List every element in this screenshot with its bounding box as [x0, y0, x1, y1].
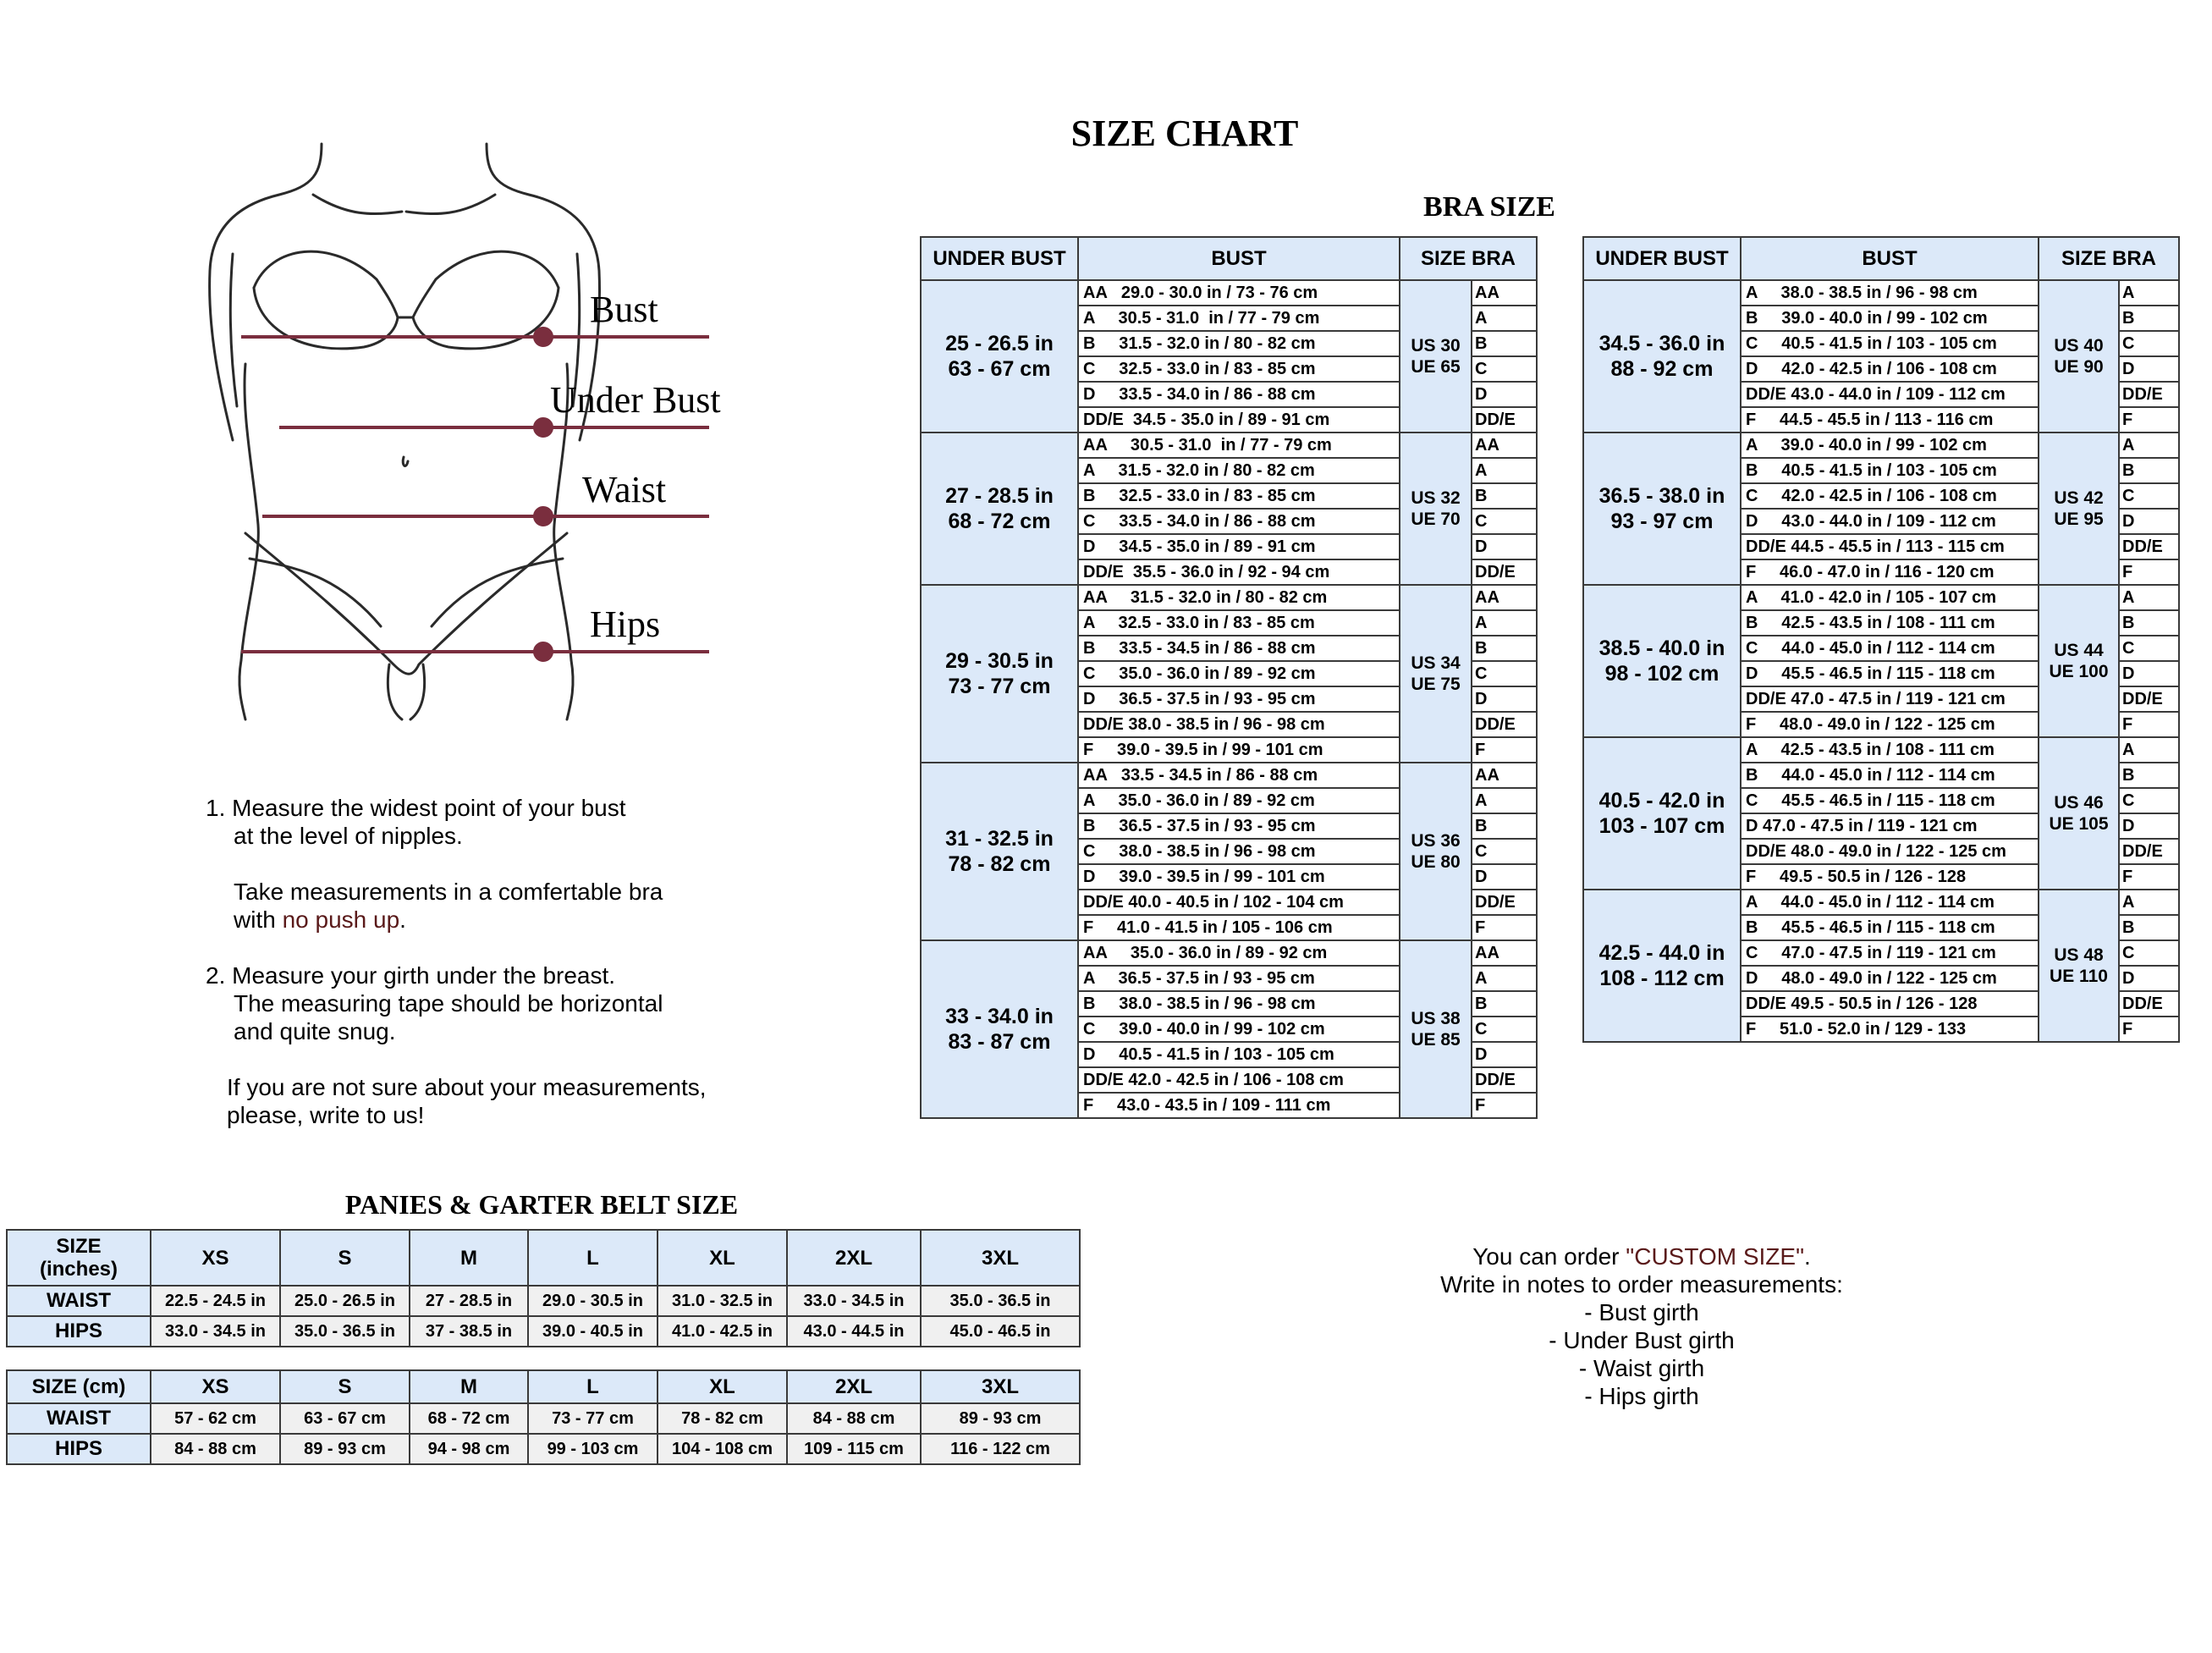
cup-cell: A [1472, 458, 1537, 483]
custom-size-line-1 [1371, 1243, 1912, 1270]
bust-cell: DD/E 44.5 - 45.5 in / 113 - 115 cm [1741, 534, 2039, 559]
bust-cell: C 32.5 - 33.0 in / 83 - 85 cm [1078, 356, 1400, 382]
header-size-bra: SIZE BRA [1400, 237, 1537, 280]
custom-item: - Bust girth [1584, 1299, 1699, 1325]
cup-cell: C [2119, 940, 2179, 966]
garter-size-table-inches [6, 1229, 1081, 1347]
cup-cell: C [1472, 661, 1537, 686]
measure-value: 73 - 77 cm [528, 1403, 658, 1434]
size-ue: UE 85 [1411, 1030, 1461, 1050]
under-bust-cm: 103 - 107 cm [1598, 814, 1725, 838]
cup-cell: C [1472, 1017, 1537, 1042]
bust-cell: AA 30.5 - 31.0 in / 77 - 79 cm [1078, 433, 1400, 458]
cup-cell: F [2119, 1017, 2179, 1042]
under-bust-cm: 83 - 87 cm [948, 1030, 1051, 1054]
cup-cell: C [1472, 839, 1537, 864]
garter-size-heading: PANIES & GARTER BELT SIZE [344, 1189, 739, 1220]
size-cell [1400, 763, 1472, 940]
under-bust-cell [921, 433, 1078, 585]
measure-instructions [206, 794, 707, 1129]
measure-value: 89 - 93 cm [921, 1403, 1080, 1434]
measure-label: HIPS [7, 1434, 151, 1464]
size-ue: UE 65 [1411, 357, 1461, 377]
measure-value: 63 - 67 cm [280, 1403, 410, 1434]
size-header: 2XL [787, 1370, 921, 1403]
under-bust-cell [921, 585, 1078, 763]
custom-size-note [1371, 1243, 1912, 1410]
measure-value: 33.0 - 34.5 in [151, 1316, 280, 1347]
size-unit-header: SIZE (inches) [7, 1230, 151, 1286]
under-bust-cell [921, 763, 1078, 940]
size-header: XS [151, 1370, 280, 1403]
cup-cell: F [2119, 864, 2179, 890]
bust-cell: AA 31.5 - 32.0 in / 80 - 82 cm [1078, 585, 1400, 610]
header-bust: BUST [1741, 237, 2039, 280]
cup-cell: B [1472, 813, 1537, 839]
size-cell [2039, 737, 2119, 890]
bust-cell: A 30.5 - 31.0 in / 77 - 79 cm [1078, 306, 1400, 331]
under-bust-cell [1583, 737, 1741, 890]
bust-cell: F 43.0 - 43.5 in / 109 - 111 cm [1078, 1093, 1400, 1118]
bust-cell: DD/E 34.5 - 35.0 in / 89 - 91 cm [1078, 407, 1400, 433]
bust-cell: DD/E 38.0 - 38.5 in / 96 - 98 cm [1078, 712, 1400, 737]
cup-cell: A [2119, 890, 2179, 915]
cup-cell: F [1472, 915, 1537, 940]
cup-cell: AA [1472, 433, 1537, 458]
bust-cell: AA 33.5 - 34.5 in / 86 - 88 cm [1078, 763, 1400, 788]
under-bust-inches: 34.5 - 36.0 in [1598, 332, 1725, 355]
size-us: US 34 [1411, 653, 1461, 673]
bust-cell: F 39.0 - 39.5 in / 99 - 101 cm [1078, 737, 1400, 763]
custom-item: - Under Bust girth [1549, 1327, 1735, 1353]
cup-cell: F [2119, 712, 2179, 737]
custom-prefix: You can order [1472, 1243, 1626, 1270]
cup-cell: DD/E [1472, 712, 1537, 737]
under-bust-inches: 38.5 - 40.0 in [1598, 636, 1725, 660]
cup-cell: AA [1472, 585, 1537, 610]
bust-cell: D 48.0 - 49.0 in / 122 - 125 cm [1741, 966, 2039, 991]
under-bust-cm: 78 - 82 cm [948, 852, 1051, 876]
under-bust-cell [921, 280, 1078, 433]
cup-cell: D [2119, 966, 2179, 991]
size-cell [1400, 433, 1472, 585]
bra-row [1583, 280, 2179, 306]
bust-cell: D 42.0 - 42.5 in / 106 - 108 cm [1741, 356, 2039, 382]
cup-cell: DD/E [1472, 407, 1537, 433]
custom-item: - Waist girth [1578, 1355, 1705, 1381]
measure-value: 35.0 - 36.5 in [280, 1316, 410, 1347]
size-ue: UE 110 [2050, 967, 2108, 986]
bust-cell: F 51.0 - 52.0 in / 129 - 133 [1741, 1017, 2039, 1042]
bra-size-table-left [920, 236, 1538, 1119]
measure-value: 22.5 - 24.5 in [151, 1286, 280, 1316]
bust-cell: B 40.5 - 41.5 in / 103 - 105 cm [1741, 458, 2039, 483]
under-bust-inches: 42.5 - 44.0 in [1598, 941, 1725, 965]
bust-cell: A 44.0 - 45.0 in / 112 - 114 cm [1741, 890, 2039, 915]
size-ue: UE 95 [2054, 510, 2104, 529]
bust-cell: A 31.5 - 32.0 in / 80 - 82 cm [1078, 458, 1400, 483]
under-bust-cm: 88 - 92 cm [1610, 357, 1714, 381]
under-bust-inches: 29 - 30.5 in [945, 649, 1054, 673]
instruction-1-line-4 [206, 906, 707, 934]
bust-cell: D 43.0 - 44.0 in / 109 - 112 cm [1741, 509, 2039, 534]
size-cell [2039, 585, 2119, 737]
cup-cell: B [2119, 458, 2179, 483]
bust-cell: A 35.0 - 36.0 in / 89 - 92 cm [1078, 788, 1400, 813]
cup-cell: D [1472, 1042, 1537, 1067]
garter-row [7, 1286, 1080, 1316]
measure-value: 84 - 88 cm [787, 1403, 921, 1434]
size-ue: UE 105 [2049, 814, 2109, 834]
measure-value: 27 - 28.5 in [410, 1286, 528, 1316]
cup-cell: AA [1472, 940, 1537, 966]
custom-size-highlight: "CUSTOM SIZE" [1626, 1243, 1805, 1270]
bust-cell: DD/E 47.0 - 47.5 in / 119 - 121 cm [1741, 686, 2039, 712]
bust-cell: DD/E 48.0 - 49.0 in / 122 - 125 cm [1741, 839, 2039, 864]
cup-cell: D [1472, 382, 1537, 407]
under-bust-inches: 36.5 - 38.0 in [1598, 484, 1725, 508]
bust-cell: F 46.0 - 47.0 in / 116 - 120 cm [1741, 559, 2039, 585]
size-header: M [410, 1230, 528, 1286]
size-us: US 40 [2054, 336, 2104, 355]
size-header: XS [151, 1230, 280, 1286]
no-push-up-highlight: no push up [282, 906, 400, 933]
cup-cell: B [1472, 483, 1537, 509]
measure-value: 68 - 72 cm [410, 1403, 528, 1434]
instruction-2-line-1: 2. Measure your girth under the breast. [206, 962, 616, 989]
cup-cell: F [1472, 1093, 1537, 1118]
bust-cell: C 39.0 - 40.0 in / 99 - 102 cm [1078, 1017, 1400, 1042]
cup-cell: DD/E [1472, 559, 1537, 585]
bust-cell: B 39.0 - 40.0 in / 99 - 102 cm [1741, 306, 2039, 331]
measure-value: 78 - 82 cm [658, 1403, 787, 1434]
bust-cell: D 40.5 - 41.5 in / 103 - 105 cm [1078, 1042, 1400, 1067]
cup-cell: D [1472, 686, 1537, 712]
bust-cell: B 45.5 - 46.5 in / 115 - 118 cm [1741, 915, 2039, 940]
label-waist: Waist [582, 469, 667, 510]
cup-cell: A [1472, 306, 1537, 331]
under-bust-cell [1583, 890, 1741, 1042]
bra-size-table-right [1582, 236, 2180, 1043]
cup-cell: A [2119, 737, 2179, 763]
cup-cell: C [1472, 356, 1537, 382]
measure-label: WAIST [7, 1403, 151, 1434]
garter-header-row [7, 1230, 1080, 1286]
cup-cell: DD/E [2119, 839, 2179, 864]
header-under-bust: UNDER BUST [1583, 237, 1741, 280]
size-us: US 46 [2054, 793, 2104, 813]
label-under-bust: Under Bust [550, 379, 721, 421]
bust-cell: AA 35.0 - 36.0 in / 89 - 92 cm [1078, 940, 1400, 966]
bust-cell: D 47.0 - 47.5 in / 119 - 121 cm [1741, 813, 2039, 839]
bust-cell: A 36.5 - 37.5 in / 93 - 95 cm [1078, 966, 1400, 991]
bust-cell: A 41.0 - 42.0 in / 105 - 107 cm [1741, 585, 2039, 610]
size-us: US 44 [2054, 641, 2104, 660]
size-cell [1400, 940, 1472, 1118]
cup-cell: DD/E [2119, 382, 2179, 407]
under-bust-inches: 33 - 34.0 in [945, 1005, 1054, 1028]
measure-value: 37 - 38.5 in [410, 1316, 528, 1347]
size-ue: UE 100 [2049, 662, 2109, 681]
under-bust-cell [1583, 433, 1741, 585]
garter-header-row [7, 1370, 1080, 1403]
header-size-bra: SIZE BRA [2039, 237, 2179, 280]
cup-cell: A [2119, 433, 2179, 458]
size-cell [2039, 433, 2119, 585]
cup-cell: A [2119, 280, 2179, 306]
bust-cell: D 45.5 - 46.5 in / 115 - 118 cm [1741, 661, 2039, 686]
measure-value: 29.0 - 30.5 in [528, 1286, 658, 1316]
size-cell [1400, 280, 1472, 433]
size-us: US 32 [1411, 488, 1461, 508]
cup-cell: DD/E [1472, 1067, 1537, 1093]
size-us: US 36 [1411, 831, 1461, 851]
bra-row [1583, 433, 2179, 458]
bust-cell: B 36.5 - 37.5 in / 93 - 95 cm [1078, 813, 1400, 839]
under-bust-cell [1583, 585, 1741, 737]
bust-cell: C 40.5 - 41.5 in / 103 - 105 cm [1741, 331, 2039, 356]
garter-size-table-cm [6, 1369, 1081, 1465]
custom-suffix: . [1804, 1243, 1811, 1270]
size-us: US 30 [1411, 336, 1461, 355]
size-header: 2XL [787, 1230, 921, 1286]
bust-cell: D 34.5 - 35.0 in / 89 - 91 cm [1078, 534, 1400, 559]
size-header: 3XL [921, 1230, 1080, 1286]
cup-cell: DD/E [2119, 686, 2179, 712]
cup-cell: F [2119, 407, 2179, 433]
bust-cell: C 47.0 - 47.5 in / 119 - 121 cm [1741, 940, 2039, 966]
instruction-1-line-3: Take measurements in a comfertable bra [234, 879, 663, 905]
bra-row [921, 940, 1537, 966]
header-bust: BUST [1078, 237, 1400, 280]
bust-cell: DD/E 42.0 - 42.5 in / 106 - 108 cm [1078, 1067, 1400, 1093]
measure-value: 89 - 93 cm [280, 1434, 410, 1464]
bust-cell: C 35.0 - 36.0 in / 89 - 92 cm [1078, 661, 1400, 686]
measure-label: WAIST [7, 1286, 151, 1316]
size-ue: UE 70 [1411, 510, 1461, 529]
measure-value: 45.0 - 46.5 in [921, 1316, 1080, 1347]
bust-cell: B 42.5 - 43.5 in / 108 - 111 cm [1741, 610, 2039, 636]
bust-cell: F 41.0 - 41.5 in / 105 - 106 cm [1078, 915, 1400, 940]
cup-cell: C [2119, 788, 2179, 813]
size-header: 3XL [921, 1370, 1080, 1403]
under-bust-cm: 108 - 112 cm [1599, 967, 1725, 990]
size-ue: UE 75 [1411, 675, 1461, 694]
bust-cell: A 32.5 - 33.0 in / 83 - 85 cm [1078, 610, 1400, 636]
size-us: US 38 [1411, 1009, 1461, 1028]
measure-value: 43.0 - 44.5 in [787, 1316, 921, 1347]
cup-cell: AA [1472, 280, 1537, 306]
measure-value: 31.0 - 32.5 in [658, 1286, 787, 1316]
cup-cell: DD/E [1472, 890, 1537, 915]
size-cell [2039, 890, 2119, 1042]
measure-value: 33.0 - 34.5 in [787, 1286, 921, 1316]
cup-cell: B [1472, 331, 1537, 356]
size-us: US 42 [2054, 488, 2104, 508]
garter-row [7, 1316, 1080, 1347]
under-bust-cm: 93 - 97 cm [1610, 510, 1714, 533]
measure-value: 35.0 - 36.5 in [921, 1286, 1080, 1316]
bust-cell: A 39.0 - 40.0 in / 99 - 102 cm [1741, 433, 2039, 458]
garter-row [7, 1403, 1080, 1434]
bust-cell: D 33.5 - 34.0 in / 86 - 88 cm [1078, 382, 1400, 407]
cup-cell: B [2119, 763, 2179, 788]
bust-cell: AA 29.0 - 30.0 in / 73 - 76 cm [1078, 280, 1400, 306]
cup-cell: C [2119, 483, 2179, 509]
size-header: XL [658, 1370, 787, 1403]
measure-value: 109 - 115 cm [787, 1434, 921, 1464]
measure-value: 41.0 - 42.5 in [658, 1316, 787, 1347]
size-ue: UE 90 [2054, 357, 2104, 377]
under-bust-inches: 40.5 - 42.0 in [1598, 789, 1725, 813]
measure-label: HIPS [7, 1316, 151, 1347]
label-bust: Bust [590, 289, 658, 330]
cup-cell: C [2119, 331, 2179, 356]
size-header: L [528, 1230, 658, 1286]
cup-cell: B [2119, 610, 2179, 636]
instruction-1-prefix: with [234, 906, 283, 933]
bust-cell: DD/E 35.5 - 36.0 in / 92 - 94 cm [1078, 559, 1400, 585]
under-bust-cm: 63 - 67 cm [948, 357, 1051, 381]
measure-value: 116 - 122 cm [921, 1434, 1080, 1464]
instruction-2-line-3: and quite snug. [234, 1018, 396, 1044]
bust-cell: A 42.5 - 43.5 in / 108 - 111 cm [1741, 737, 2039, 763]
cup-cell: A [1472, 788, 1537, 813]
bust-cell: B 38.0 - 38.5 in / 96 - 98 cm [1078, 991, 1400, 1017]
under-bust-cm: 68 - 72 cm [948, 510, 1051, 533]
garter-row [7, 1434, 1080, 1464]
size-header: XL [658, 1230, 787, 1286]
measure-value: 84 - 88 cm [151, 1434, 280, 1464]
measure-value: 39.0 - 40.5 in [528, 1316, 658, 1347]
bust-cell: D 36.5 - 37.5 in / 93 - 95 cm [1078, 686, 1400, 712]
cup-cell: A [2119, 585, 2179, 610]
bust-cell: C 42.0 - 42.5 in / 106 - 108 cm [1741, 483, 2039, 509]
measure-value: 25.0 - 26.5 in [280, 1286, 410, 1316]
bust-cell: F 48.0 - 49.0 in / 122 - 125 cm [1741, 712, 2039, 737]
bust-cell: C 33.5 - 34.0 in / 86 - 88 cm [1078, 509, 1400, 534]
bust-cell: B 33.5 - 34.5 in / 86 - 88 cm [1078, 636, 1400, 661]
bust-cell: F 49.5 - 50.5 in / 126 - 128 [1741, 864, 2039, 890]
bra-row [921, 433, 1537, 458]
cup-cell: A [1472, 610, 1537, 636]
size-header: S [280, 1370, 410, 1403]
bra-size-heading: BRA SIZE [1423, 191, 1555, 223]
instruction-2-line-2: The measuring tape should be horizontal [234, 990, 663, 1017]
page-title: SIZE CHART [1070, 113, 1299, 154]
cup-cell: D [2119, 813, 2179, 839]
bust-cell: DD/E 49.5 - 50.5 in / 126 - 128 [1741, 991, 2039, 1017]
cup-cell: B [1472, 991, 1537, 1017]
size-cell [1400, 585, 1472, 763]
bust-cell: B 31.5 - 32.0 in / 80 - 82 cm [1078, 331, 1400, 356]
cup-cell: D [2119, 509, 2179, 534]
bra-row [921, 585, 1537, 610]
bra-row [1583, 585, 2179, 610]
cup-cell: C [1472, 509, 1537, 534]
under-bust-inches: 27 - 28.5 in [945, 484, 1054, 508]
cup-cell: C [2119, 636, 2179, 661]
header-under-bust: UNDER BUST [921, 237, 1078, 280]
cup-cell: A [1472, 966, 1537, 991]
cup-cell: D [1472, 864, 1537, 890]
cup-cell: B [2119, 306, 2179, 331]
cup-cell: D [2119, 356, 2179, 382]
bust-cell: C 38.0 - 38.5 in / 96 - 98 cm [1078, 839, 1400, 864]
size-header: L [528, 1370, 658, 1403]
bust-cell: C 44.0 - 45.0 in / 112 - 114 cm [1741, 636, 2039, 661]
measure-value: 99 - 103 cm [528, 1434, 658, 1464]
bust-cell: C 45.5 - 46.5 in / 115 - 118 cm [1741, 788, 2039, 813]
bust-cell: B 32.5 - 33.0 in / 83 - 85 cm [1078, 483, 1400, 509]
size-cell [2039, 280, 2119, 433]
size-unit-header: SIZE (cm) [7, 1370, 151, 1403]
label-hips: Hips [590, 603, 661, 645]
cup-cell: F [2119, 559, 2179, 585]
bra-row [921, 763, 1537, 788]
under-bust-inches: 31 - 32.5 in [945, 827, 1054, 851]
custom-size-line-2: Write in notes to order measurements: [1440, 1271, 1843, 1298]
bust-cell: DD/E 43.0 - 44.0 in / 109 - 112 cm [1741, 382, 2039, 407]
cup-cell: DD/E [2119, 534, 2179, 559]
custom-item: - Hips girth [1584, 1383, 1699, 1409]
under-bust-inches: 25 - 26.5 in [945, 332, 1054, 355]
under-bust-cell [921, 940, 1078, 1118]
measure-value: 104 - 108 cm [658, 1434, 787, 1464]
bra-row [1583, 890, 2179, 915]
cup-cell: D [1472, 534, 1537, 559]
measure-value: 94 - 98 cm [410, 1434, 528, 1464]
cup-cell: D [2119, 661, 2179, 686]
note-line-2: please, write to us! [227, 1102, 425, 1128]
size-ue: UE 80 [1411, 852, 1461, 872]
size-header: M [410, 1370, 528, 1403]
instruction-1-line-1: 1. Measure the widest point of your bust [206, 795, 626, 821]
cup-cell: AA [1472, 763, 1537, 788]
bra-row [921, 280, 1537, 306]
size-us: US 48 [2054, 945, 2104, 965]
under-bust-cm: 98 - 102 cm [1604, 662, 1720, 686]
instruction-1-line-2: at the level of nipples. [234, 823, 463, 849]
under-bust-cm: 73 - 77 cm [948, 675, 1051, 698]
bra-row [1583, 737, 2179, 763]
cup-cell: F [1472, 737, 1537, 763]
measure-value: 57 - 62 cm [151, 1403, 280, 1434]
bust-cell: D 39.0 - 39.5 in / 99 - 101 cm [1078, 864, 1400, 890]
under-bust-cell [1583, 280, 1741, 433]
bust-cell: DD/E 40.0 - 40.5 in / 102 - 104 cm [1078, 890, 1400, 915]
note-line-1: If you are not sure about your measurements, [227, 1074, 707, 1100]
bust-cell: B 44.0 - 45.0 in / 112 - 114 cm [1741, 763, 2039, 788]
bust-cell: A 38.0 - 38.5 in / 96 - 98 cm [1741, 280, 2039, 306]
cup-cell: DD/E [2119, 991, 2179, 1017]
cup-cell: B [2119, 915, 2179, 940]
bust-cell: F 44.5 - 45.5 in / 113 - 116 cm [1741, 407, 2039, 433]
cup-cell: B [1472, 636, 1537, 661]
instruction-1-suffix: . [399, 906, 406, 933]
size-header: S [280, 1230, 410, 1286]
